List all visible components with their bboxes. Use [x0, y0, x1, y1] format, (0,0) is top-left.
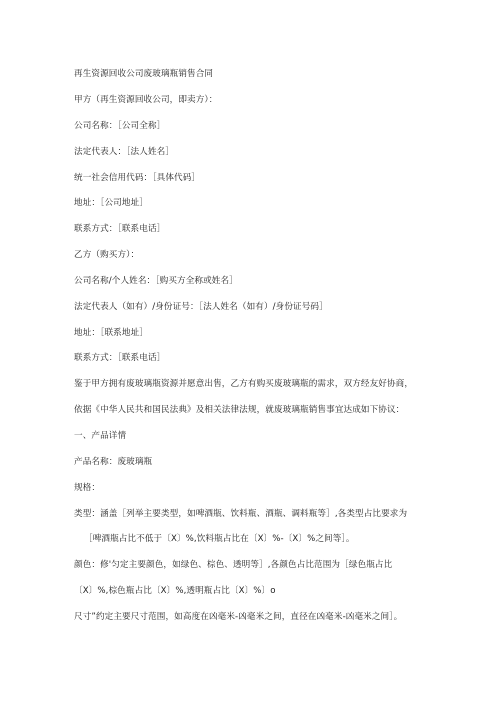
party-a-credit-code: 统一社会信用代码：［具体代码］: [74, 173, 201, 183]
party-b-address: 地址：［联系地址］: [74, 328, 148, 338]
type-clause-line-1: 类型：涵盖［列举主要类型，如啤酒瓶、饮料瓶、酒瓶、调料瓶等］,各类型占比要求为: [74, 509, 408, 519]
party-b-contact: 联系方式：［联系电话］: [74, 353, 166, 363]
color-clause-line-1: 颜色：修'匀定主要颜色，如绿色、棕色、透明等］,各颜色占比范围为［绿色瓶占比: [74, 560, 393, 570]
type-clause-line-2: ［啤酒瓶占比不低于〔X〕%,饮料瓶占比在〔X〕%-〔X〕%之间等］。: [84, 534, 355, 544]
specification-label: 规格：: [74, 483, 101, 493]
party-a-heading: 甲方（再生资源回收公司，即卖方）：: [74, 95, 218, 105]
party-b-heading: 乙方（购买方）：: [74, 250, 140, 260]
section-heading-product: 一、产品详情: [74, 431, 127, 441]
party-a-company-name: 公司名称：［公司全称］: [74, 121, 166, 131]
document-title: 再生资源回收公司废玻璃瓶销售合同: [74, 69, 214, 79]
party-a-legal-representative: 法定代表人：［法人姓名］: [74, 147, 175, 157]
preamble-line-1: 鉴于甲方拥有废玻璃瓶资源并愿意出售，乙方有购买废玻璃瓶的需求，双方经友好协商，: [74, 379, 414, 389]
party-b-legal-representative: 法定代表人（如有）/身份证号：［法人姓名（如有）/身份证号码］: [74, 302, 328, 312]
color-clause-line-2: 〔X〕%,棕色瓶占比〔X〕%,透明瓶占比〔X〕%〕o: [74, 586, 276, 596]
party-a-address: 地址：［公司地址］: [74, 198, 148, 208]
party-b-name: 公司名称/个人姓名：［购买方全称或姓名］: [74, 276, 238, 286]
preamble-line-2: 依据《中华人民共和国民法典》及相关法律法规，就废玻璃瓶销售事宜达成如下协议：: [74, 405, 405, 415]
party-a-contact: 联系方式：［联系电话］: [74, 224, 166, 234]
product-name: 产品名称：废玻璃瓶: [74, 457, 153, 467]
size-clause: 尺寸”约定主要尺寸范围，如高度在凶毫米-凶毫米之间，直径在凶毫米-凶毫米之间］。: [74, 612, 403, 622]
